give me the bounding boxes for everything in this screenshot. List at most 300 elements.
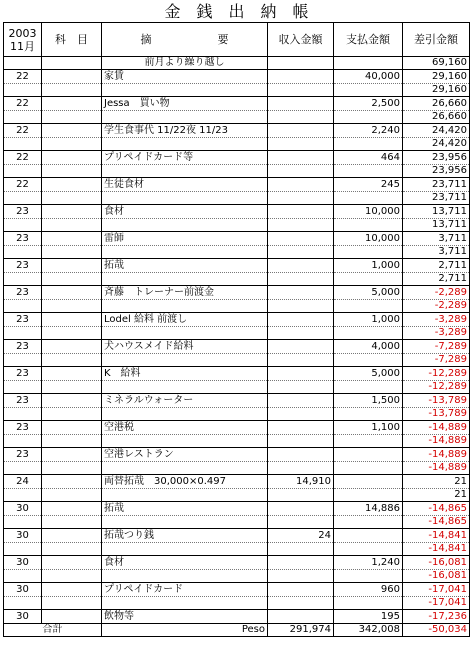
entry-continuation-row — [4, 408, 470, 421]
continuation-cell — [268, 597, 334, 610]
entry-income: 24 — [268, 529, 334, 543]
continuation-cell — [268, 219, 334, 232]
entry-day: 23 — [4, 259, 42, 273]
entry-income — [268, 124, 334, 138]
continuation-cell — [42, 408, 102, 421]
entry-row — [4, 70, 470, 84]
continuation-balance: 13,711 — [403, 219, 470, 232]
entry-continuation-row — [4, 489, 470, 502]
entry-subject — [42, 448, 102, 462]
continuation-cell — [102, 489, 268, 502]
continuation-cell — [334, 543, 403, 556]
continuation-cell — [102, 435, 268, 448]
entry-day: 23 — [4, 448, 42, 462]
entry-row — [4, 340, 470, 354]
total-row — [4, 624, 470, 637]
entry-balance: -14,865 — [403, 502, 470, 516]
entry-income: 14,910 — [268, 475, 334, 489]
continuation-cell — [268, 489, 334, 502]
entry-income — [268, 394, 334, 408]
carryover-label: 前月より繰り越し — [102, 57, 268, 70]
continuation-cell — [268, 354, 334, 367]
continuation-cell — [102, 516, 268, 529]
continuation-cell — [4, 327, 42, 340]
continuation-cell — [42, 543, 102, 556]
entry-description: 飲物等 — [102, 610, 268, 624]
continuation-cell — [268, 543, 334, 556]
entry-day: 23 — [4, 313, 42, 327]
entry-expense: 464 — [334, 151, 403, 165]
entry-description: 家賃 — [102, 70, 268, 84]
continuation-balance: -17,041 — [403, 597, 470, 610]
entry-day: 23 — [4, 394, 42, 408]
entry-day: 23 — [4, 286, 42, 300]
entry-continuation-row — [4, 570, 470, 583]
ledger-title: 金 銭 出 納 帳 — [164, 2, 309, 21]
entry-income — [268, 367, 334, 381]
continuation-cell — [42, 516, 102, 529]
entry-description: 雷師 — [102, 232, 268, 246]
entry-balance: 26,660 — [403, 97, 470, 111]
continuation-cell — [4, 111, 42, 124]
entry-row — [4, 421, 470, 435]
continuation-balance: -14,889 — [403, 462, 470, 475]
entry-expense — [334, 475, 403, 489]
entry-expense: 14,886 — [334, 502, 403, 516]
entry-income — [268, 259, 334, 273]
continuation-balance: -12,289 — [403, 381, 470, 394]
continuation-cell — [102, 354, 268, 367]
entry-subject — [42, 394, 102, 408]
continuation-cell — [4, 138, 42, 151]
continuation-balance: -14,865 — [403, 516, 470, 529]
continuation-cell — [102, 543, 268, 556]
continuation-cell — [334, 84, 403, 97]
entry-expense: 2,500 — [334, 97, 403, 111]
entry-balance: -2,289 — [403, 286, 470, 300]
entry-description: 空港税 — [102, 421, 268, 435]
header-subject: 科 目 — [42, 23, 102, 57]
entry-continuation-row — [4, 192, 470, 205]
continuation-cell — [268, 516, 334, 529]
entry-subject — [42, 475, 102, 489]
continuation-cell — [334, 165, 403, 178]
continuation-cell — [102, 462, 268, 475]
continuation-cell — [4, 165, 42, 178]
entry-continuation-row — [4, 516, 470, 529]
entry-day: 22 — [4, 178, 42, 192]
entry-continuation-row — [4, 462, 470, 475]
continuation-cell — [102, 273, 268, 286]
entry-continuation-row — [4, 300, 470, 313]
entry-row — [4, 259, 470, 273]
entry-subject — [42, 259, 102, 273]
entry-income — [268, 286, 334, 300]
entry-row — [4, 151, 470, 165]
continuation-cell — [102, 165, 268, 178]
continuation-cell — [102, 570, 268, 583]
continuation-cell — [42, 435, 102, 448]
entry-income — [268, 70, 334, 84]
entry-expense: 195 — [334, 610, 403, 624]
continuation-cell — [42, 327, 102, 340]
continuation-balance: -16,081 — [403, 570, 470, 583]
entry-income — [268, 178, 334, 192]
entry-income — [268, 232, 334, 246]
continuation-cell — [4, 597, 42, 610]
continuation-cell — [42, 489, 102, 502]
continuation-cell — [334, 354, 403, 367]
entry-balance: 24,420 — [403, 124, 470, 138]
entry-subject — [42, 151, 102, 165]
entry-day: 30 — [4, 583, 42, 597]
entry-continuation-row — [4, 111, 470, 124]
continuation-balance: 21 — [403, 489, 470, 502]
continuation-cell — [42, 354, 102, 367]
entry-expense: 5,000 — [334, 286, 403, 300]
entry-income — [268, 610, 334, 624]
entry-day: 24 — [4, 475, 42, 489]
total-label: 合計 — [4, 624, 102, 637]
entry-subject — [42, 340, 102, 354]
entry-day: 23 — [4, 340, 42, 354]
continuation-cell — [268, 381, 334, 394]
continuation-cell — [268, 246, 334, 259]
continuation-cell — [4, 462, 42, 475]
total-balance: -50,034 — [403, 624, 470, 637]
continuation-cell — [42, 138, 102, 151]
entry-subject — [42, 610, 102, 624]
continuation-balance: 23,711 — [403, 192, 470, 205]
continuation-cell — [268, 165, 334, 178]
continuation-cell — [42, 300, 102, 313]
continuation-cell — [102, 597, 268, 610]
entry-description: 拓哉 — [102, 259, 268, 273]
continuation-cell — [102, 111, 268, 124]
entry-expense: 960 — [334, 583, 403, 597]
entry-day: 22 — [4, 70, 42, 84]
continuation-cell — [4, 543, 42, 556]
entry-continuation-row — [4, 273, 470, 286]
entry-balance: -17,041 — [403, 583, 470, 597]
continuation-cell — [334, 597, 403, 610]
entry-income — [268, 448, 334, 462]
entry-row — [4, 475, 470, 489]
entry-balance: -14,889 — [403, 421, 470, 435]
entry-continuation-row — [4, 219, 470, 232]
entry-description: 拓哉 — [102, 502, 268, 516]
continuation-cell — [102, 300, 268, 313]
continuation-cell — [42, 192, 102, 205]
carryover-income — [268, 57, 334, 70]
continuation-balance: 24,420 — [403, 138, 470, 151]
entry-row — [4, 448, 470, 462]
entry-expense: 1,500 — [334, 394, 403, 408]
entry-income — [268, 583, 334, 597]
entry-balance: 21 — [403, 475, 470, 489]
entry-description: 学生食事代 11/22夜 11/23 — [102, 124, 268, 138]
entry-description: 拓哉つり銭 — [102, 529, 268, 543]
entry-continuation-row — [4, 435, 470, 448]
entry-balance: -17,236 — [403, 610, 470, 624]
continuation-cell — [334, 327, 403, 340]
entry-description: プリペイドカード — [102, 583, 268, 597]
continuation-balance: 23,956 — [403, 165, 470, 178]
continuation-cell — [102, 408, 268, 421]
continuation-cell — [334, 111, 403, 124]
carryover-row — [4, 57, 470, 70]
entry-day: 23 — [4, 421, 42, 435]
continuation-cell — [42, 570, 102, 583]
continuation-cell — [4, 408, 42, 421]
continuation-cell — [42, 165, 102, 178]
entry-description: 斉藤 トレーナー前渡金 — [102, 286, 268, 300]
entry-description: 犬ハウスメイド給料 — [102, 340, 268, 354]
entry-expense: 2,240 — [334, 124, 403, 138]
continuation-balance: -7,289 — [403, 354, 470, 367]
entry-description: ミネラルウォーター — [102, 394, 268, 408]
continuation-cell — [334, 219, 403, 232]
entry-income — [268, 205, 334, 219]
continuation-balance: 2,711 — [403, 273, 470, 286]
entry-subject — [42, 556, 102, 570]
continuation-cell — [334, 435, 403, 448]
continuation-cell — [268, 273, 334, 286]
entry-row — [4, 583, 470, 597]
entry-day: 30 — [4, 556, 42, 570]
continuation-cell — [102, 192, 268, 205]
entry-description: 食材 — [102, 556, 268, 570]
header-balance: 差引金額 — [403, 23, 470, 57]
entry-day: 30 — [4, 610, 42, 624]
entry-subject — [42, 502, 102, 516]
continuation-cell — [4, 354, 42, 367]
entry-row — [4, 286, 470, 300]
entry-expense: 10,000 — [334, 205, 403, 219]
entry-expense: 10,000 — [334, 232, 403, 246]
entry-row — [4, 502, 470, 516]
entry-description: 食材 — [102, 205, 268, 219]
continuation-balance: 29,160 — [403, 84, 470, 97]
entry-row — [4, 232, 470, 246]
header-expense: 支払金額 — [334, 23, 403, 57]
continuation-balance: -2,289 — [403, 300, 470, 313]
entry-balance: 13,711 — [403, 205, 470, 219]
continuation-balance: -13,789 — [403, 408, 470, 421]
entry-description: プリペイドカード等 — [102, 151, 268, 165]
entry-balance: -16,081 — [403, 556, 470, 570]
continuation-cell — [334, 300, 403, 313]
entry-description: K 給料 — [102, 367, 268, 381]
entry-balance: -13,789 — [403, 394, 470, 408]
entry-description: 空港レストラン — [102, 448, 268, 462]
entry-balance: 2,711 — [403, 259, 470, 273]
continuation-cell — [334, 246, 403, 259]
total-income: 291,974 — [268, 624, 334, 637]
header-year: 2003 — [8, 26, 37, 40]
entry-day: 22 — [4, 151, 42, 165]
continuation-cell — [4, 219, 42, 232]
continuation-cell — [102, 327, 268, 340]
entry-subject — [42, 313, 102, 327]
continuation-cell — [102, 138, 268, 151]
entry-continuation-row — [4, 543, 470, 556]
entry-subject — [42, 367, 102, 381]
header-month: 11月 — [10, 39, 35, 53]
entry-description: Lodel 給料 前渡し — [102, 313, 268, 327]
continuation-cell — [42, 381, 102, 394]
entry-row — [4, 97, 470, 111]
entry-expense: 4,000 — [334, 340, 403, 354]
entry-continuation-row — [4, 597, 470, 610]
entry-day: 22 — [4, 97, 42, 111]
continuation-cell — [42, 111, 102, 124]
entry-balance: -7,289 — [403, 340, 470, 354]
entry-day: 23 — [4, 232, 42, 246]
entry-row — [4, 610, 470, 624]
header-description: 摘 要 — [102, 23, 268, 57]
continuation-cell — [334, 516, 403, 529]
carryover-expense — [334, 57, 403, 70]
entry-expense: 5,000 — [334, 367, 403, 381]
continuation-cell — [42, 273, 102, 286]
entry-row — [4, 556, 470, 570]
entry-day: 22 — [4, 124, 42, 138]
entry-subject — [42, 232, 102, 246]
carryover-subject — [42, 57, 102, 70]
entry-continuation-row — [4, 84, 470, 97]
continuation-cell — [4, 273, 42, 286]
entry-description: 生徒食材 — [102, 178, 268, 192]
entry-subject — [42, 70, 102, 84]
continuation-cell — [268, 192, 334, 205]
entry-continuation-row — [4, 354, 470, 367]
continuation-cell — [4, 516, 42, 529]
entry-balance: -12,289 — [403, 367, 470, 381]
entry-row — [4, 124, 470, 138]
entry-income — [268, 421, 334, 435]
entry-expense: 40,000 — [334, 70, 403, 84]
continuation-cell — [4, 84, 42, 97]
continuation-cell — [268, 300, 334, 313]
cash-ledger-table — [3, 22, 470, 637]
continuation-cell — [102, 246, 268, 259]
carryover-balance: 69,160 — [403, 57, 470, 70]
continuation-cell — [268, 84, 334, 97]
continuation-cell — [4, 246, 42, 259]
continuation-cell — [268, 408, 334, 421]
entry-continuation-row — [4, 138, 470, 151]
continuation-balance: -14,889 — [403, 435, 470, 448]
entry-balance: 23,956 — [403, 151, 470, 165]
entry-day: 23 — [4, 367, 42, 381]
entry-row — [4, 529, 470, 543]
continuation-cell — [334, 192, 403, 205]
continuation-cell — [102, 381, 268, 394]
continuation-cell — [334, 381, 403, 394]
header-row — [4, 23, 470, 57]
continuation-cell — [268, 111, 334, 124]
entry-subject — [42, 178, 102, 192]
entry-day: 30 — [4, 502, 42, 516]
continuation-cell — [268, 462, 334, 475]
continuation-cell — [334, 408, 403, 421]
entry-income — [268, 313, 334, 327]
entry-day: 23 — [4, 205, 42, 219]
header-date — [4, 23, 42, 57]
continuation-cell — [102, 219, 268, 232]
continuation-cell — [42, 84, 102, 97]
continuation-cell — [102, 84, 268, 97]
entry-description: Jessa 買い物 — [102, 97, 268, 111]
continuation-cell — [4, 300, 42, 313]
entry-income — [268, 340, 334, 354]
entry-subject — [42, 421, 102, 435]
entry-expense: 1,000 — [334, 259, 403, 273]
continuation-cell — [334, 138, 403, 151]
continuation-cell — [268, 327, 334, 340]
entry-balance: 3,711 — [403, 232, 470, 246]
entry-income — [268, 151, 334, 165]
entry-subject — [42, 97, 102, 111]
continuation-balance: -3,289 — [403, 327, 470, 340]
entry-expense — [334, 448, 403, 462]
continuation-cell — [334, 570, 403, 583]
continuation-cell — [4, 435, 42, 448]
entry-row — [4, 205, 470, 219]
entry-expense: 1,100 — [334, 421, 403, 435]
entry-expense — [334, 529, 403, 543]
entry-balance: 29,160 — [403, 70, 470, 84]
entry-subject — [42, 583, 102, 597]
carryover-day — [4, 57, 42, 70]
continuation-cell — [42, 246, 102, 259]
entry-row — [4, 178, 470, 192]
entry-day: 30 — [4, 529, 42, 543]
continuation-cell — [4, 489, 42, 502]
entry-income — [268, 97, 334, 111]
entry-balance: -14,841 — [403, 529, 470, 543]
entry-continuation-row — [4, 165, 470, 178]
continuation-cell — [42, 219, 102, 232]
entry-row — [4, 367, 470, 381]
continuation-cell — [334, 273, 403, 286]
continuation-cell — [268, 435, 334, 448]
entry-expense: 1,240 — [334, 556, 403, 570]
continuation-cell — [268, 138, 334, 151]
entry-continuation-row — [4, 246, 470, 259]
continuation-balance: 26,660 — [403, 111, 470, 124]
total-expense: 342,008 — [334, 624, 403, 637]
continuation-cell — [268, 570, 334, 583]
continuation-balance: -14,841 — [403, 543, 470, 556]
entry-description: 両替拓哉 30,000×0.497 — [102, 475, 268, 489]
continuation-cell — [334, 462, 403, 475]
entry-balance: -3,289 — [403, 313, 470, 327]
entry-subject — [42, 124, 102, 138]
continuation-cell — [4, 570, 42, 583]
entry-continuation-row — [4, 381, 470, 394]
entry-expense: 1,000 — [334, 313, 403, 327]
entry-balance: -14,889 — [403, 448, 470, 462]
continuation-balance: 3,711 — [403, 246, 470, 259]
entry-expense: 245 — [334, 178, 403, 192]
header-income: 収入金額 — [268, 23, 334, 57]
entry-income — [268, 502, 334, 516]
entry-income — [268, 556, 334, 570]
entry-balance: 23,711 — [403, 178, 470, 192]
entry-continuation-row — [4, 327, 470, 340]
